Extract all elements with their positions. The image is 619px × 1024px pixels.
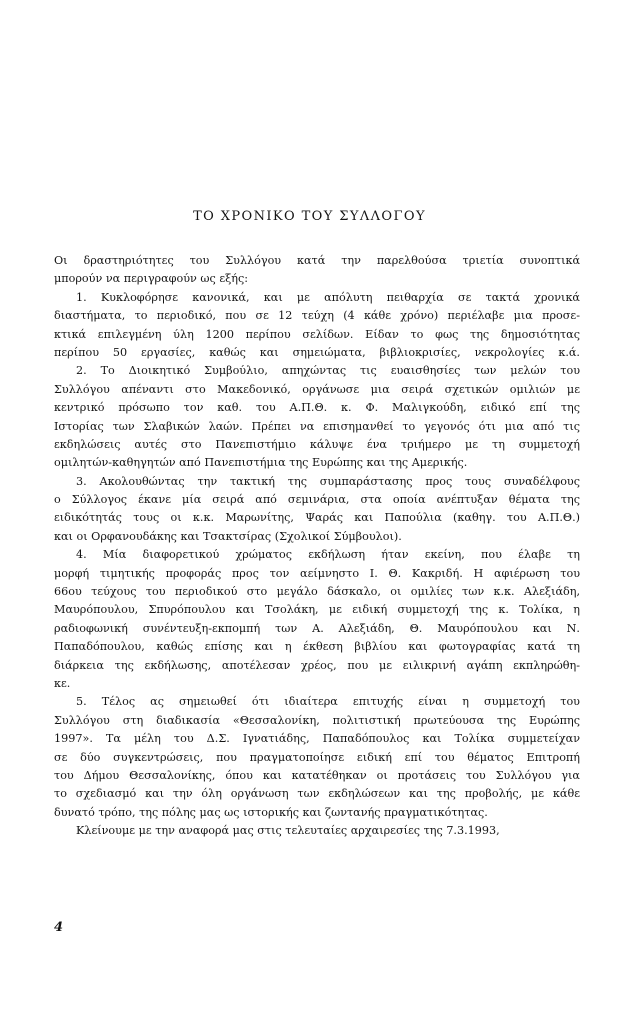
paragraph-1-line: διαστήματα, το περιοδικό, που σε 12 τεύχη (4 κάθε χρόνο) περιέλαβε μια προσε- (54, 309, 580, 323)
paragraph-2-line: Συλλόγου απέναντι στο Μακεδονικό, οργάνωσε μια σειρά σχετικών ομιλιών με (54, 382, 580, 396)
paragraph-1-line: περίπου 50 εργασίες, καθώς και σημειώματα, βιβλιοκρισίες, νεκρολογίες κ.ά. (54, 345, 580, 359)
page-title: ΤΟ ΧΡΟΝΙΚΟ ΤΟΥ ΣΥΛΛΟΓΟΥ (193, 209, 426, 224)
paragraph-4-line: 66ου τεύχους του περιοδικού στο μεγάλο δάσκαλο, οι ομιλίες των κ.κ. Αλεξιάδη, (54, 585, 580, 599)
paragraph-2-line: Ιστορίας των Σλαβικών λαών. Πρέπει να επισημανθεί το γεγονός ότι μια από τις (54, 419, 580, 433)
paragraph-4-line: Μαυρόπουλου, Σπυρόπουλου και Τσολάκη, με ειδική συμμετοχή της κ. Τολίκα, η (54, 603, 580, 617)
paragraph-2-line: εκδηλώσεις αυτές στο Πανεπιστήμιο κάλυψε ένα τριήμερο με τη συμμετοχή (54, 437, 580, 451)
body-text (54, 252, 580, 841)
paragraph-3-line: και οι Ορφανουδάκης και Τσακτσίρας (Σχολικοί Σύμβουλοι). (54, 529, 402, 543)
paragraph-1-line: 1. Κυκλοφόρησε κανονικά, και με απόλυτη πειθαρχία σε τακτά χρονικά (76, 290, 580, 304)
paragraph-3-line: ειδικότητάς τους οι κ.κ. Μαρωνίτης, Ψαράς και Παπούλια (καθηγ. του Α.Π.Θ.) (54, 511, 580, 525)
text-line: μπορούν να περιγραφούν ως εξής: (54, 272, 249, 286)
paragraph-4-line: μορφή τιμητικής προφοράς προς τον αείμνηστο Ι. Θ. Κακριδή. Η αφιέρωση του (54, 566, 580, 580)
paragraph-5-line: δυνατό τρόπο, της πόλης μας ως ιστορικής και ζωντανής πραγματικότητας. (54, 805, 488, 819)
paragraph-2-line: 2. Το Διοικητικό Συμβούλιο, απηχώντας τις ευαισθησίες των μελών του (76, 364, 580, 378)
paragraph-5-line: 1997». Τα μέλη του Δ.Σ. Ιγνατιάδης, Παπαδόπουλος και Τολίκα συμμετείχαν (54, 732, 580, 746)
text-line: Οι δραστηριότητες του Συλλόγου κατά την παρελθούσα τριετία συνοπτικά (54, 254, 580, 267)
paragraph-5-line: 5. Τέλος ας σημειωθεί ότι ιδιαίτερα επιτυχής είναι η συμμετοχή του (76, 695, 580, 709)
page-number: 4 (54, 920, 64, 935)
paragraph-4-line: κε. (54, 676, 71, 690)
paragraph-5-line: σε δύο συγκεντρώσεις, που πραγματοποίησε ειδική επί του θέματος Επιτροπή (54, 750, 580, 764)
paragraph-1-line: κτικά επιλεγμένη ύλη 1200 περίπου σελίδων. Είδαν το φως της δημοσιότητας (54, 327, 580, 341)
closing-line: Κλείνουμε με την αναφορά μας στις τελευταίες αρχαιρεσίες της 7.3.1993, (76, 824, 500, 838)
paragraph-5-line: του Δήμου Θεσσαλονίκης, όπου και κατατέθηκαν οι προτάσεις του Συλλόγου για (54, 768, 580, 782)
paragraph-4-line: Παπαδόπουλου, καθώς επίσης και η έκθεση βιβλίου και φωτογραφίας κατά τη (54, 640, 580, 654)
paragraph-3-line: ο Σύλλογος έκανε μία σειρά από σεμινάρια, στα οποία ανέπτυξαν θέματα της (54, 493, 580, 507)
paragraph-4-line: 4. Μία διαφορετικού χρώματος εκδήλωση ήταν εκείνη, που έλαβε τη (76, 548, 580, 562)
paragraph-2-line: ομιλητών-καθηγητών από Πανεπιστήμια της Ευρώπης και της Αμερικής. (54, 456, 468, 470)
paragraph-4-line: ραδιοφωνική συνέντευξη-εκπομπή των Α. Αλεξιάδη, Θ. Μαυρόπουλου και Ν. (54, 621, 580, 635)
paragraph-4-line: διάρκεια της εκδήλωσης, αποτέλεσαν χρέος, που με ειλικρινή αγάπη εκπληρώθη- (54, 658, 580, 672)
paragraph-5-line: το σχεδιασμό και την όλη οργάνωση των εκδηλώσεων και της προβολής, με κάθε (54, 787, 580, 801)
paragraph-2-line: κεντρικό πρόσωπο τον καθ. του Α.Π.Θ. κ. Φ. Μαλιγκούδη, ειδικό επί της (54, 401, 580, 415)
paragraph-3-line: 3. Ακολουθώντας την τακτική της συμπαράστασης προς τους συναδέλφους (76, 474, 580, 488)
paragraph-5-line: Συλλόγου στη διαδικασία «Θεσσαλονίκη, πολιτιστική πρωτεύουσα της Ευρώπης (54, 713, 580, 727)
